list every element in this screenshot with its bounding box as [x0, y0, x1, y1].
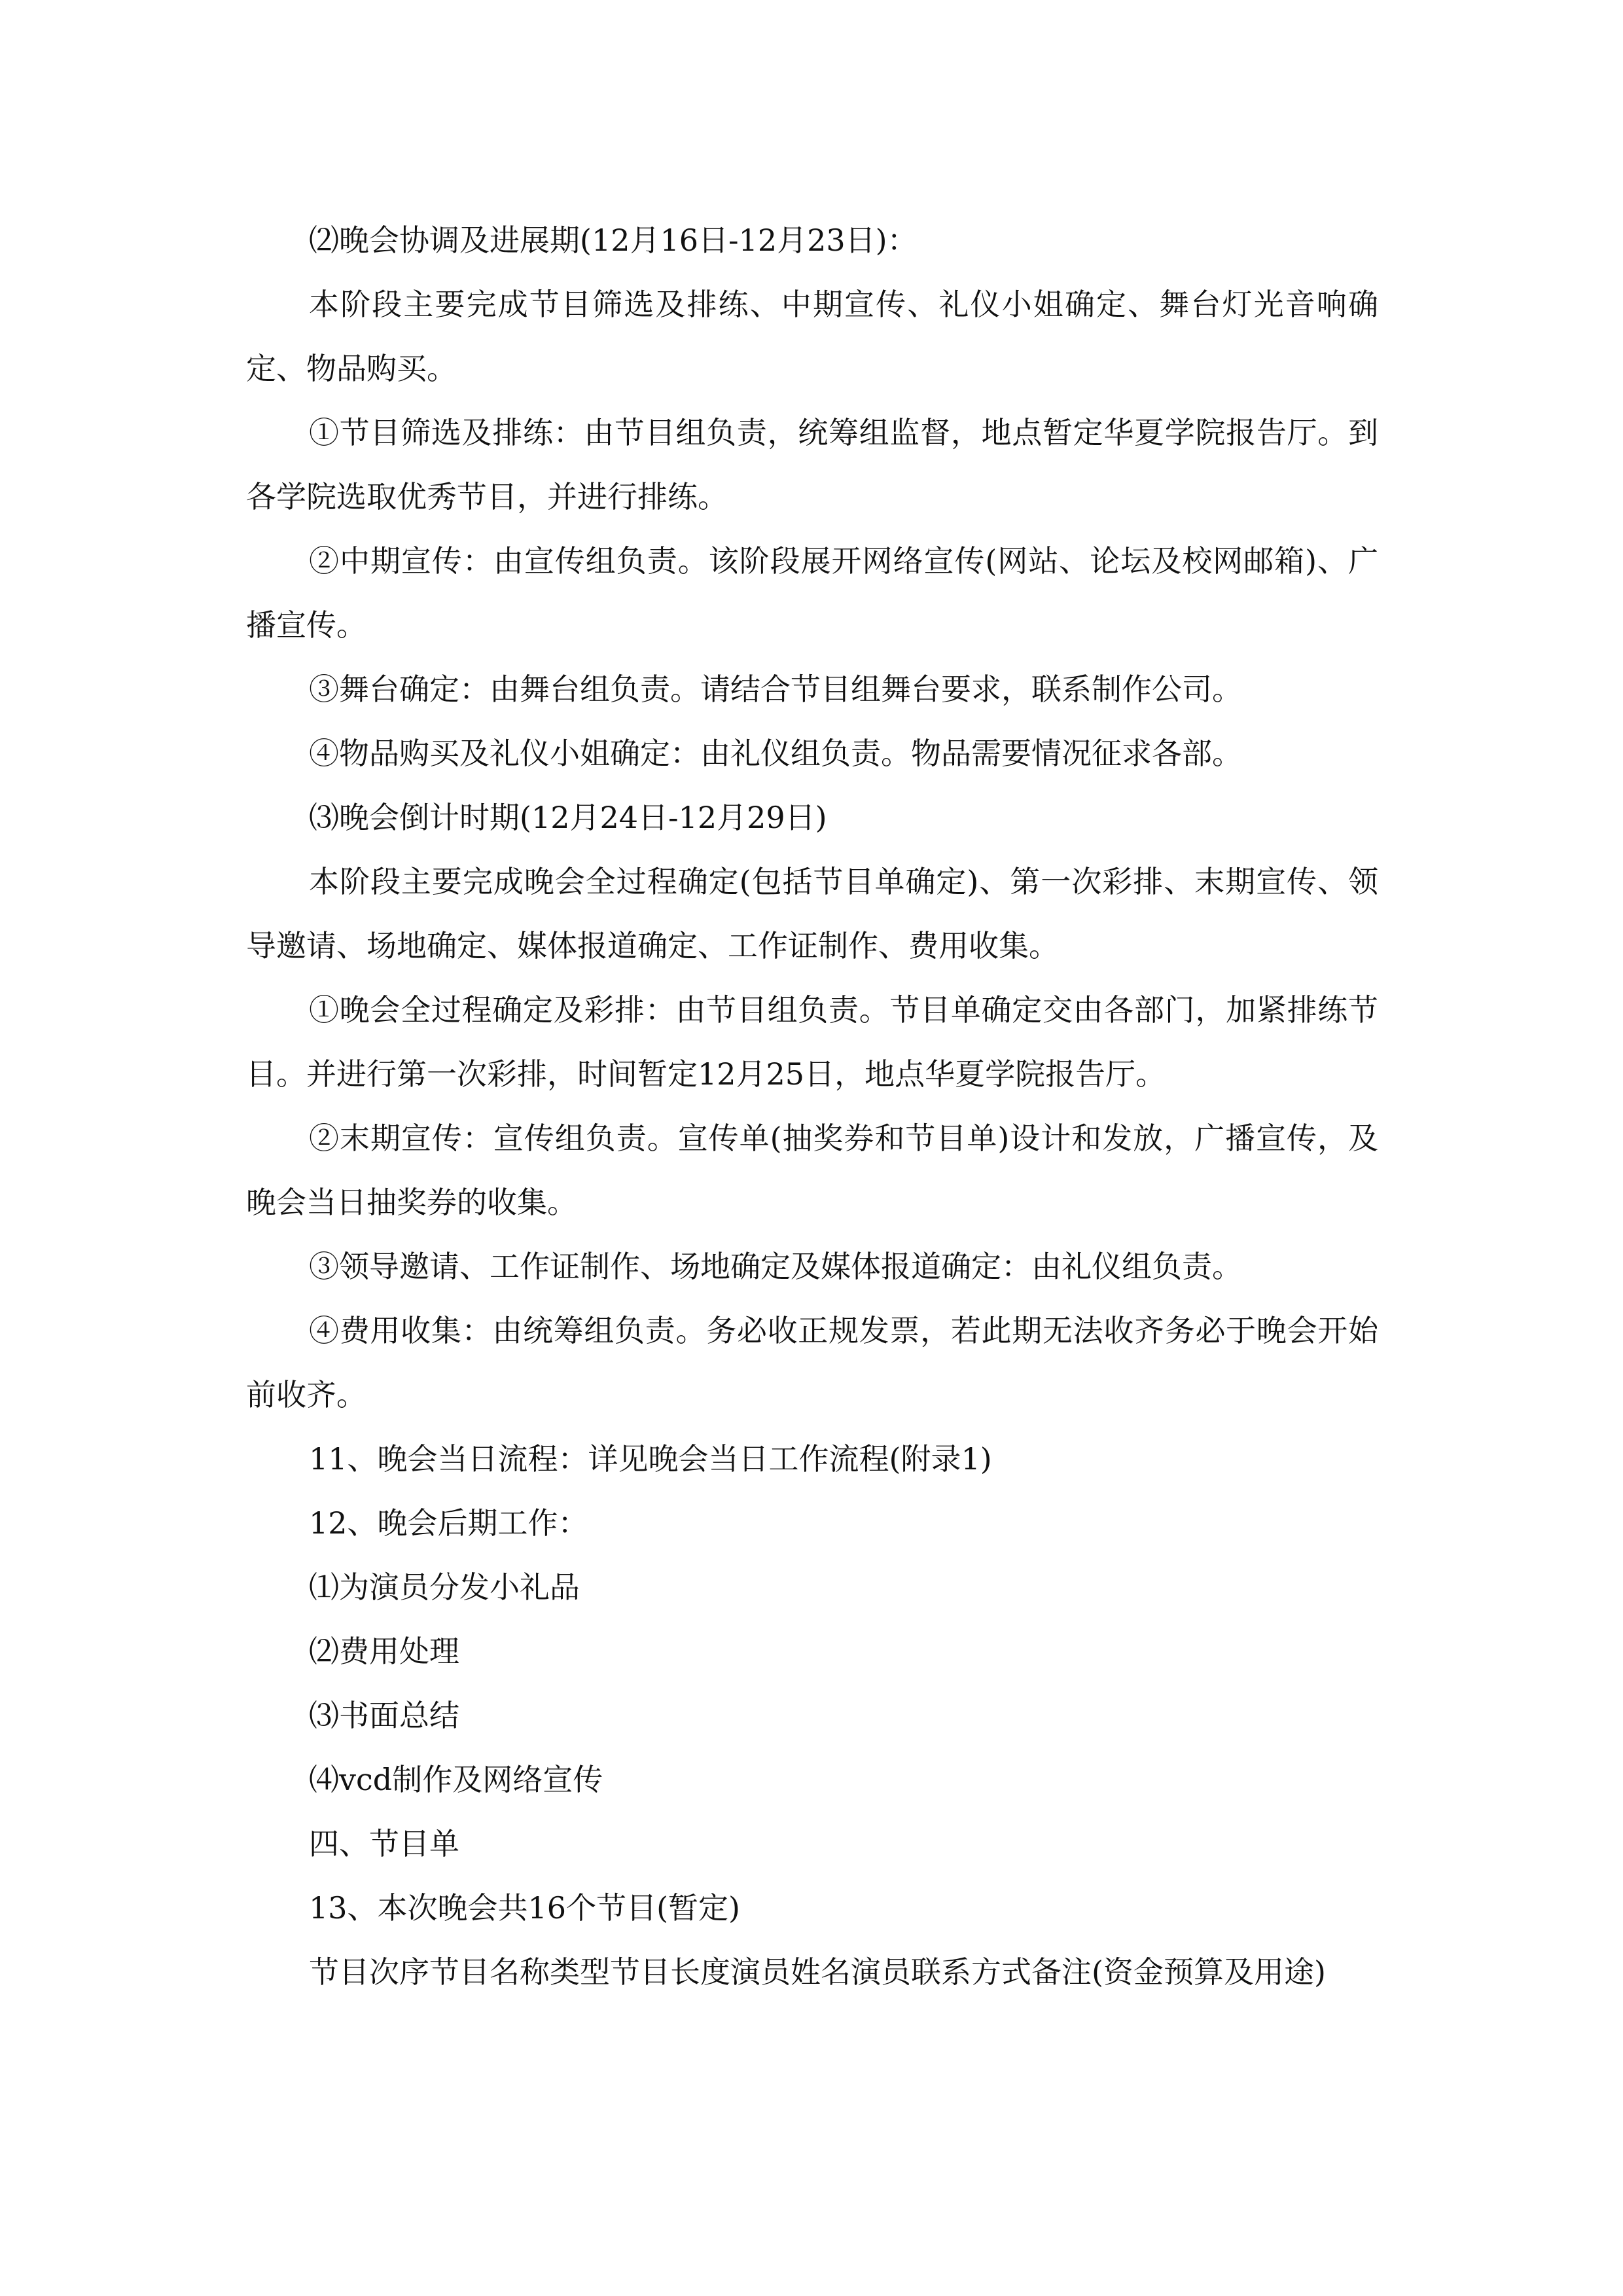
paragraph-countdown-summary: 本阶段主要完成晚会全过程确定(包括节目单确定)、第一次彩排、末期宣传、领导邀请、场地确定、媒体报道确定、工作证制作、费用收集。	[246, 864, 1378, 963]
item-mid-publicity: ②中期宣传：由宣传组负责。该阶段展开网络宣传(网站、论坛及校网邮箱)、广播宣传。	[246, 543, 1378, 643]
item-program-selection: ①节目筛选及排练：由节目组负责，统筹组监督，地点暂定华夏学院报告厅。到各学院选取优秀节目，并进行排练。	[246, 415, 1378, 514]
section-heading-countdown-period: ⑶晚会倒计时期(12月24日-12月29日)	[309, 800, 827, 835]
item-stage-confirmation: ③舞台确定：由舞台组负责。请结合节目组舞台要求，联系制作公司。	[309, 672, 1242, 707]
list-item-written-summary: ⑶书面总结	[309, 1698, 459, 1733]
paragraph-coordination-summary: 本阶段主要完成节目筛选及排练、中期宣传、礼仪小姐确定、舞台灯光音响确定、物品购买。	[246, 287, 1378, 386]
section-heading-program-list: 四、节目单	[309, 1826, 459, 1861]
document-body	[246, 208, 1378, 2004]
section-heading-post-work: 12、晚会后期工作：	[309, 1505, 588, 1541]
item-leader-invitation: ③领导邀请、工作证制作、场地确定及媒体报道确定：由礼仪组负责。	[309, 1249, 1242, 1284]
program-table-header-text: 节目次序节目名称类型节目长度演员姓名演员联系方式备注(资金预算及用途)	[309, 1954, 1326, 1990]
item-purchase-etiquette: ④物品购买及礼仪小姐确定：由礼仪组负责。物品需要情况征求各部。	[309, 736, 1242, 771]
section-heading-day-process: 11、晚会当日流程：详见晚会当日工作流程(附录1)	[309, 1441, 992, 1477]
list-item-gifts: ⑴为演员分发小礼品	[309, 1570, 580, 1605]
list-item-vcd-publicity: ⑷vcd制作及网络宣传	[309, 1762, 603, 1797]
paragraph-program-count: 13、本次晚会共16个节目(暂定)	[309, 1890, 740, 1926]
item-final-publicity: ②末期宣传：宣传组负责。宣传单(抽奖券和节目单)设计和发放，广播宣传，及晚会当日抽奖券的收集。	[246, 1121, 1378, 1220]
item-fee-collection: ④费用收集：由统筹组负责。务必收正规发票，若此期无法收齐务必于晚会开始前收齐。	[246, 1313, 1378, 1412]
item-full-process-rehearsal: ①晚会全过程确定及彩排：由节目组负责。节目单确定交由各部门，加紧排练节目。并进行第一次彩排，时间暂定12月25日，地点华夏学院报告厅。	[246, 992, 1378, 1092]
list-item-fee-handling: ⑵费用处理	[309, 1634, 459, 1669]
section-heading-coordination-period: ⑵晚会协调及进展期(12月16日-12月23日)：	[309, 223, 918, 258]
